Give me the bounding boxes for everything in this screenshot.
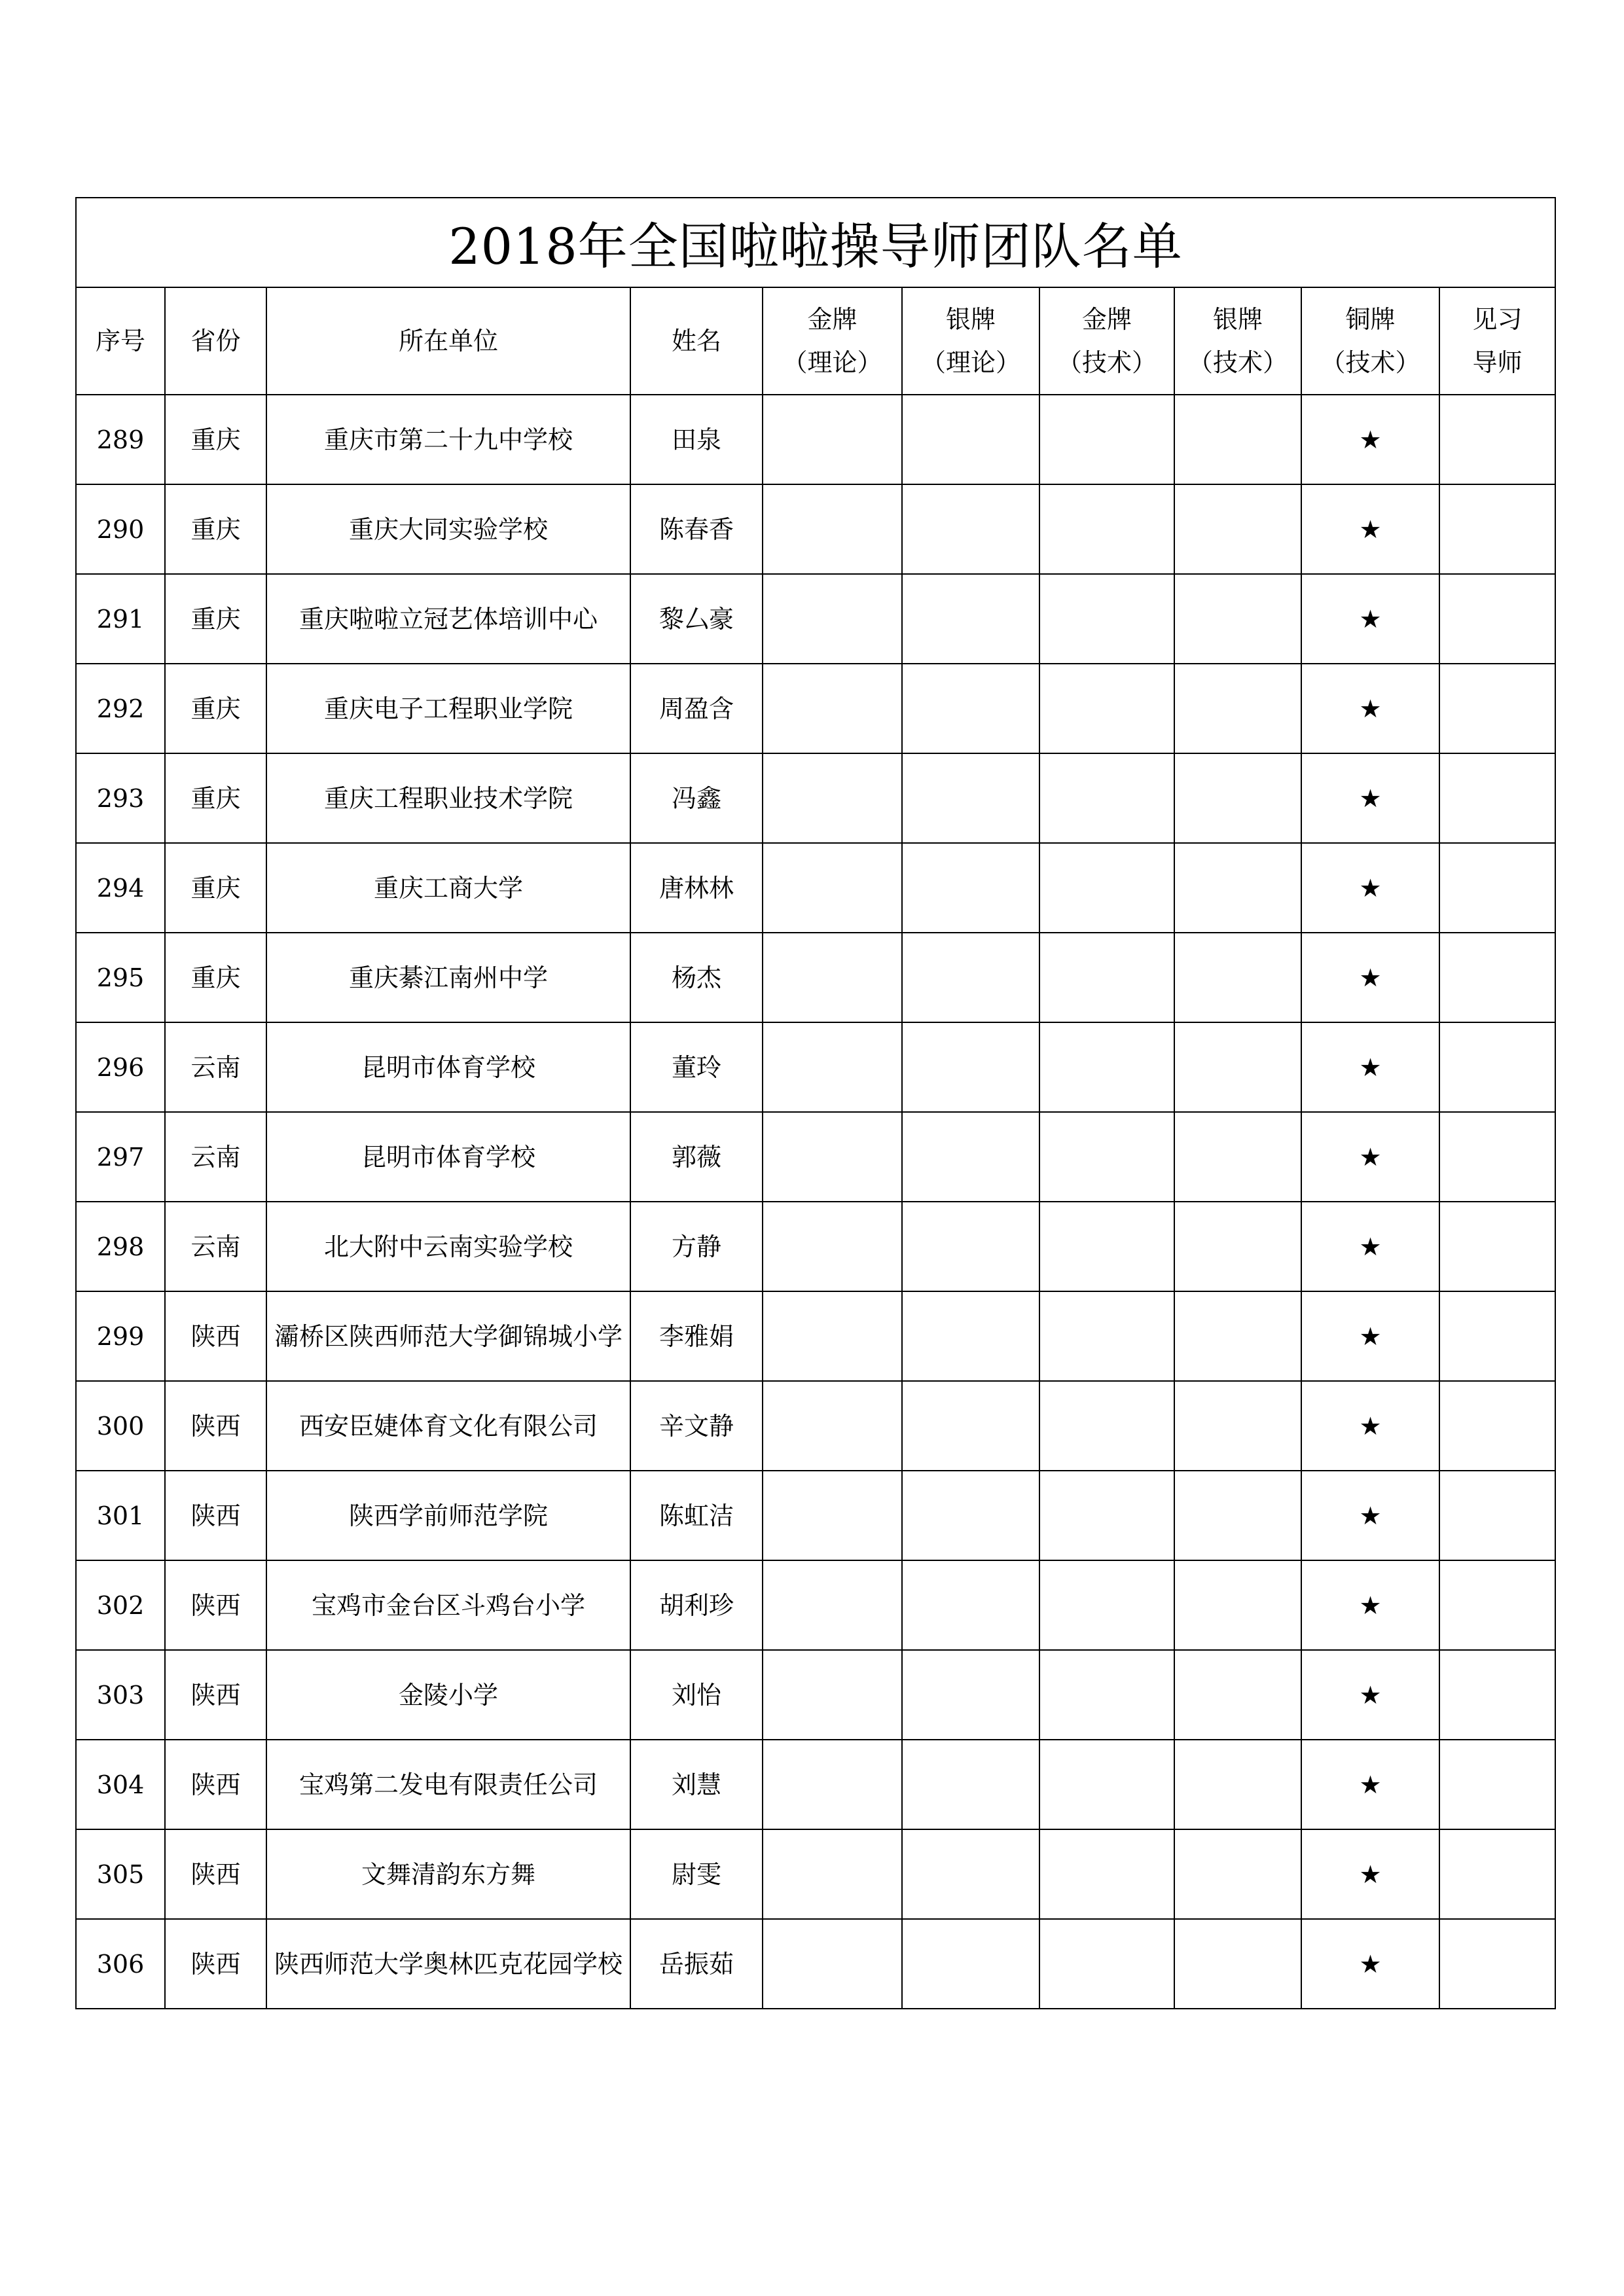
seq-cell: 299 bbox=[76, 1291, 165, 1381]
header-silver-tech-line1: 银牌 bbox=[1212, 305, 1263, 334]
gold-theory-cell bbox=[763, 1202, 902, 1291]
trainee-cell bbox=[1439, 1829, 1555, 1919]
province-cell: 陕西 bbox=[165, 1560, 266, 1650]
header-silver-tech bbox=[1174, 287, 1301, 395]
seq-cell: 300 bbox=[76, 1381, 165, 1471]
silver-tech-cell bbox=[1174, 1022, 1301, 1112]
gold-tech-cell bbox=[1039, 753, 1174, 843]
silver-tech-cell bbox=[1174, 1919, 1301, 2009]
silver-tech-cell bbox=[1174, 843, 1301, 933]
silver-tech-cell bbox=[1174, 1202, 1301, 1291]
table-row bbox=[76, 753, 1555, 843]
province-cell: 云南 bbox=[165, 1022, 266, 1112]
unit-cell: 昆明市体育学校 bbox=[266, 1022, 630, 1112]
star-icon: ★ bbox=[1301, 1829, 1439, 1919]
star-icon: ★ bbox=[1301, 1919, 1439, 2009]
star-icon: ★ bbox=[1301, 395, 1439, 484]
province-cell: 云南 bbox=[165, 1112, 266, 1202]
trainee-cell bbox=[1439, 1560, 1555, 1650]
silver-theory-cell bbox=[902, 484, 1039, 574]
star-icon: ★ bbox=[1301, 1471, 1439, 1560]
star-icon: ★ bbox=[1301, 1560, 1439, 1650]
silver-theory-cell bbox=[902, 1650, 1039, 1740]
silver-theory-cell bbox=[902, 1560, 1039, 1650]
silver-theory-cell bbox=[902, 664, 1039, 753]
silver-tech-cell bbox=[1174, 484, 1301, 574]
province-cell: 重庆 bbox=[165, 753, 266, 843]
silver-theory-cell bbox=[902, 1471, 1039, 1560]
silver-tech-cell bbox=[1174, 753, 1301, 843]
gold-tech-cell bbox=[1039, 1740, 1174, 1829]
trainee-cell bbox=[1439, 1291, 1555, 1381]
trainee-cell bbox=[1439, 574, 1555, 664]
seq-cell: 290 bbox=[76, 484, 165, 574]
trainee-cell bbox=[1439, 1202, 1555, 1291]
name-cell: 冯鑫 bbox=[630, 753, 763, 843]
header-province: 省份 bbox=[165, 287, 266, 395]
gold-theory-cell bbox=[763, 843, 902, 933]
name-cell: 刘慧 bbox=[630, 1740, 763, 1829]
gold-tech-cell bbox=[1039, 1112, 1174, 1202]
trainee-cell bbox=[1439, 1471, 1555, 1560]
name-cell: 岳振茹 bbox=[630, 1919, 763, 2009]
silver-tech-cell bbox=[1174, 933, 1301, 1022]
header-silver-theory-line1: 银牌 bbox=[945, 305, 996, 334]
seq-cell: 289 bbox=[76, 395, 165, 484]
header-trainee bbox=[1439, 287, 1555, 395]
star-icon: ★ bbox=[1301, 1381, 1439, 1471]
table-row bbox=[76, 1471, 1555, 1560]
star-icon: ★ bbox=[1301, 1112, 1439, 1202]
gold-tech-cell bbox=[1039, 843, 1174, 933]
name-cell: 黎厶豪 bbox=[630, 574, 763, 664]
gold-theory-cell bbox=[763, 484, 902, 574]
seq-cell: 301 bbox=[76, 1471, 165, 1560]
table-row bbox=[76, 574, 1555, 664]
unit-cell: 重庆电子工程职业学院 bbox=[266, 664, 630, 753]
silver-theory-cell bbox=[902, 843, 1039, 933]
gold-tech-cell bbox=[1039, 395, 1174, 484]
page-title: 2018年全国啦啦操导师团队名单 bbox=[76, 198, 1555, 287]
unit-cell: 文舞清韵东方舞 bbox=[266, 1829, 630, 1919]
unit-cell: 昆明市体育学校 bbox=[266, 1112, 630, 1202]
star-icon: ★ bbox=[1301, 933, 1439, 1022]
header-seq: 序号 bbox=[76, 287, 165, 395]
silver-theory-cell bbox=[902, 1740, 1039, 1829]
roster-table bbox=[75, 197, 1556, 2009]
star-icon: ★ bbox=[1301, 1202, 1439, 1291]
name-cell: 李雅娟 bbox=[630, 1291, 763, 1381]
header-bronze-tech-line2: （技术） bbox=[1320, 348, 1420, 377]
seq-cell: 292 bbox=[76, 664, 165, 753]
name-cell: 陈虹洁 bbox=[630, 1471, 763, 1560]
gold-theory-cell bbox=[763, 1829, 902, 1919]
name-cell: 辛文静 bbox=[630, 1381, 763, 1471]
trainee-cell bbox=[1439, 1650, 1555, 1740]
silver-theory-cell bbox=[902, 1829, 1039, 1919]
gold-theory-cell bbox=[763, 933, 902, 1022]
gold-theory-cell bbox=[763, 1560, 902, 1650]
name-cell: 周盈含 bbox=[630, 664, 763, 753]
unit-cell: 陕西师范大学奥林匹克花园学校 bbox=[266, 1919, 630, 2009]
gold-tech-cell bbox=[1039, 574, 1174, 664]
star-icon: ★ bbox=[1301, 1650, 1439, 1740]
header-trainee-line2: 导师 bbox=[1472, 348, 1523, 377]
province-cell: 云南 bbox=[165, 1202, 266, 1291]
table-row bbox=[76, 1560, 1555, 1650]
province-cell: 重庆 bbox=[165, 395, 266, 484]
unit-cell: 灞桥区陕西师范大学御锦城小学 bbox=[266, 1291, 630, 1381]
header-gold-theory bbox=[763, 287, 902, 395]
trainee-cell bbox=[1439, 484, 1555, 574]
unit-cell: 重庆工商大学 bbox=[266, 843, 630, 933]
header-row bbox=[76, 287, 1555, 395]
province-cell: 重庆 bbox=[165, 574, 266, 664]
silver-theory-cell bbox=[902, 1381, 1039, 1471]
name-cell: 郭薇 bbox=[630, 1112, 763, 1202]
trainee-cell bbox=[1439, 1740, 1555, 1829]
gold-theory-cell bbox=[763, 1471, 902, 1560]
header-trainee-line1: 见习 bbox=[1472, 305, 1523, 334]
province-cell: 陕西 bbox=[165, 1381, 266, 1471]
seq-cell: 291 bbox=[76, 574, 165, 664]
name-cell: 胡利珍 bbox=[630, 1560, 763, 1650]
star-icon: ★ bbox=[1301, 1740, 1439, 1829]
seq-cell: 293 bbox=[76, 753, 165, 843]
header-gold-tech bbox=[1039, 287, 1174, 395]
seq-cell: 295 bbox=[76, 933, 165, 1022]
silver-tech-cell bbox=[1174, 1291, 1301, 1381]
gold-tech-cell bbox=[1039, 1560, 1174, 1650]
seq-cell: 296 bbox=[76, 1022, 165, 1112]
unit-cell: 重庆大同实验学校 bbox=[266, 484, 630, 574]
trainee-cell bbox=[1439, 843, 1555, 933]
table-row bbox=[76, 1650, 1555, 1740]
gold-tech-cell bbox=[1039, 1202, 1174, 1291]
star-icon: ★ bbox=[1301, 1291, 1439, 1381]
header-bronze-tech bbox=[1301, 287, 1439, 395]
seq-cell: 302 bbox=[76, 1560, 165, 1650]
name-cell: 田泉 bbox=[630, 395, 763, 484]
table-row bbox=[76, 395, 1555, 484]
table-row bbox=[76, 664, 1555, 753]
gold-tech-cell bbox=[1039, 1381, 1174, 1471]
gold-tech-cell bbox=[1039, 1022, 1174, 1112]
unit-cell: 金陵小学 bbox=[266, 1650, 630, 1740]
trainee-cell bbox=[1439, 1112, 1555, 1202]
gold-theory-cell bbox=[763, 1919, 902, 2009]
star-icon: ★ bbox=[1301, 664, 1439, 753]
silver-tech-cell bbox=[1174, 1740, 1301, 1829]
gold-theory-cell bbox=[763, 395, 902, 484]
unit-cell: 宝鸡市金台区斗鸡台小学 bbox=[266, 1560, 630, 1650]
silver-tech-cell bbox=[1174, 1560, 1301, 1650]
name-cell: 方静 bbox=[630, 1202, 763, 1291]
gold-theory-cell bbox=[763, 753, 902, 843]
header-name: 姓名 bbox=[630, 287, 763, 395]
unit-cell: 北大附中云南实验学校 bbox=[266, 1202, 630, 1291]
province-cell: 陕西 bbox=[165, 1291, 266, 1381]
silver-tech-cell bbox=[1174, 574, 1301, 664]
gold-theory-cell bbox=[763, 1022, 902, 1112]
gold-tech-cell bbox=[1039, 1650, 1174, 1740]
silver-tech-cell bbox=[1174, 395, 1301, 484]
gold-tech-cell bbox=[1039, 1829, 1174, 1919]
table-row bbox=[76, 933, 1555, 1022]
silver-theory-cell bbox=[902, 1022, 1039, 1112]
unit-cell: 宝鸡第二发电有限责任公司 bbox=[266, 1740, 630, 1829]
silver-tech-cell bbox=[1174, 1381, 1301, 1471]
province-cell: 陕西 bbox=[165, 1919, 266, 2009]
unit-cell: 陕西学前师范学院 bbox=[266, 1471, 630, 1560]
table-row bbox=[76, 1112, 1555, 1202]
trainee-cell bbox=[1439, 395, 1555, 484]
seq-cell: 294 bbox=[76, 843, 165, 933]
header-silver-tech-line2: （技术） bbox=[1187, 348, 1288, 377]
gold-tech-cell bbox=[1039, 484, 1174, 574]
name-cell: 唐林林 bbox=[630, 843, 763, 933]
header-silver-theory bbox=[902, 287, 1039, 395]
name-cell: 尉雯 bbox=[630, 1829, 763, 1919]
trainee-cell bbox=[1439, 1381, 1555, 1471]
province-cell: 重庆 bbox=[165, 484, 266, 574]
province-cell: 重庆 bbox=[165, 843, 266, 933]
trainee-cell bbox=[1439, 753, 1555, 843]
table-row bbox=[76, 1740, 1555, 1829]
silver-theory-cell bbox=[902, 933, 1039, 1022]
gold-theory-cell bbox=[763, 1112, 902, 1202]
gold-tech-cell bbox=[1039, 1919, 1174, 2009]
province-cell: 重庆 bbox=[165, 933, 266, 1022]
roster-body bbox=[76, 395, 1555, 2009]
gold-theory-cell bbox=[763, 1740, 902, 1829]
header-gold-theory-line2: （理论） bbox=[782, 348, 882, 377]
silver-theory-cell bbox=[902, 1202, 1039, 1291]
silver-tech-cell bbox=[1174, 1471, 1301, 1560]
header-unit: 所在单位 bbox=[266, 287, 630, 395]
table-row bbox=[76, 1022, 1555, 1112]
header-gold-theory-line1: 金牌 bbox=[807, 305, 857, 334]
gold-theory-cell bbox=[763, 1650, 902, 1740]
header-silver-theory-line2: （理论） bbox=[920, 348, 1020, 377]
gold-tech-cell bbox=[1039, 1291, 1174, 1381]
gold-theory-cell bbox=[763, 574, 902, 664]
table-row bbox=[76, 1202, 1555, 1291]
unit-cell: 重庆啦啦立冠艺体培训中心 bbox=[266, 574, 630, 664]
seq-cell: 304 bbox=[76, 1740, 165, 1829]
gold-tech-cell bbox=[1039, 664, 1174, 753]
table-row bbox=[76, 1829, 1555, 1919]
name-cell: 杨杰 bbox=[630, 933, 763, 1022]
star-icon: ★ bbox=[1301, 753, 1439, 843]
silver-theory-cell bbox=[902, 753, 1039, 843]
table-row bbox=[76, 843, 1555, 933]
trainee-cell bbox=[1439, 933, 1555, 1022]
gold-theory-cell bbox=[763, 1381, 902, 1471]
silver-tech-cell bbox=[1174, 1829, 1301, 1919]
seq-cell: 303 bbox=[76, 1650, 165, 1740]
trainee-cell bbox=[1439, 1022, 1555, 1112]
gold-tech-cell bbox=[1039, 933, 1174, 1022]
header-gold-tech-line2: （技术） bbox=[1056, 348, 1157, 377]
seq-cell: 306 bbox=[76, 1919, 165, 2009]
silver-tech-cell bbox=[1174, 1112, 1301, 1202]
province-cell: 陕西 bbox=[165, 1471, 266, 1560]
table-row bbox=[76, 1291, 1555, 1381]
province-cell: 重庆 bbox=[165, 664, 266, 753]
unit-cell: 重庆工程职业技术学院 bbox=[266, 753, 630, 843]
header-bronze-tech-line1: 铜牌 bbox=[1345, 305, 1396, 334]
star-icon: ★ bbox=[1301, 484, 1439, 574]
gold-theory-cell bbox=[763, 1291, 902, 1381]
silver-theory-cell bbox=[902, 1291, 1039, 1381]
table-row bbox=[76, 1381, 1555, 1471]
silver-tech-cell bbox=[1174, 664, 1301, 753]
silver-theory-cell bbox=[902, 1112, 1039, 1202]
table-row bbox=[76, 1919, 1555, 2009]
name-cell: 陈春香 bbox=[630, 484, 763, 574]
trainee-cell bbox=[1439, 1919, 1555, 2009]
unit-cell: 西安臣婕体育文化有限公司 bbox=[266, 1381, 630, 1471]
seq-cell: 298 bbox=[76, 1202, 165, 1291]
star-icon: ★ bbox=[1301, 843, 1439, 933]
name-cell: 董玲 bbox=[630, 1022, 763, 1112]
silver-theory-cell bbox=[902, 574, 1039, 664]
unit-cell: 重庆市第二十九中学校 bbox=[266, 395, 630, 484]
table-row bbox=[76, 484, 1555, 574]
gold-theory-cell bbox=[763, 664, 902, 753]
trainee-cell bbox=[1439, 664, 1555, 753]
province-cell: 陕西 bbox=[165, 1829, 266, 1919]
silver-tech-cell bbox=[1174, 1650, 1301, 1740]
star-icon: ★ bbox=[1301, 1022, 1439, 1112]
province-cell: 陕西 bbox=[165, 1650, 266, 1740]
header-gold-tech-line1: 金牌 bbox=[1081, 305, 1132, 334]
unit-cell: 重庆綦江南州中学 bbox=[266, 933, 630, 1022]
roster-sheet bbox=[75, 197, 1555, 2009]
province-cell: 陕西 bbox=[165, 1740, 266, 1829]
star-icon: ★ bbox=[1301, 574, 1439, 664]
silver-theory-cell bbox=[902, 1919, 1039, 2009]
silver-theory-cell bbox=[902, 395, 1039, 484]
gold-tech-cell bbox=[1039, 1471, 1174, 1560]
name-cell: 刘怡 bbox=[630, 1650, 763, 1740]
seq-cell: 297 bbox=[76, 1112, 165, 1202]
seq-cell: 305 bbox=[76, 1829, 165, 1919]
